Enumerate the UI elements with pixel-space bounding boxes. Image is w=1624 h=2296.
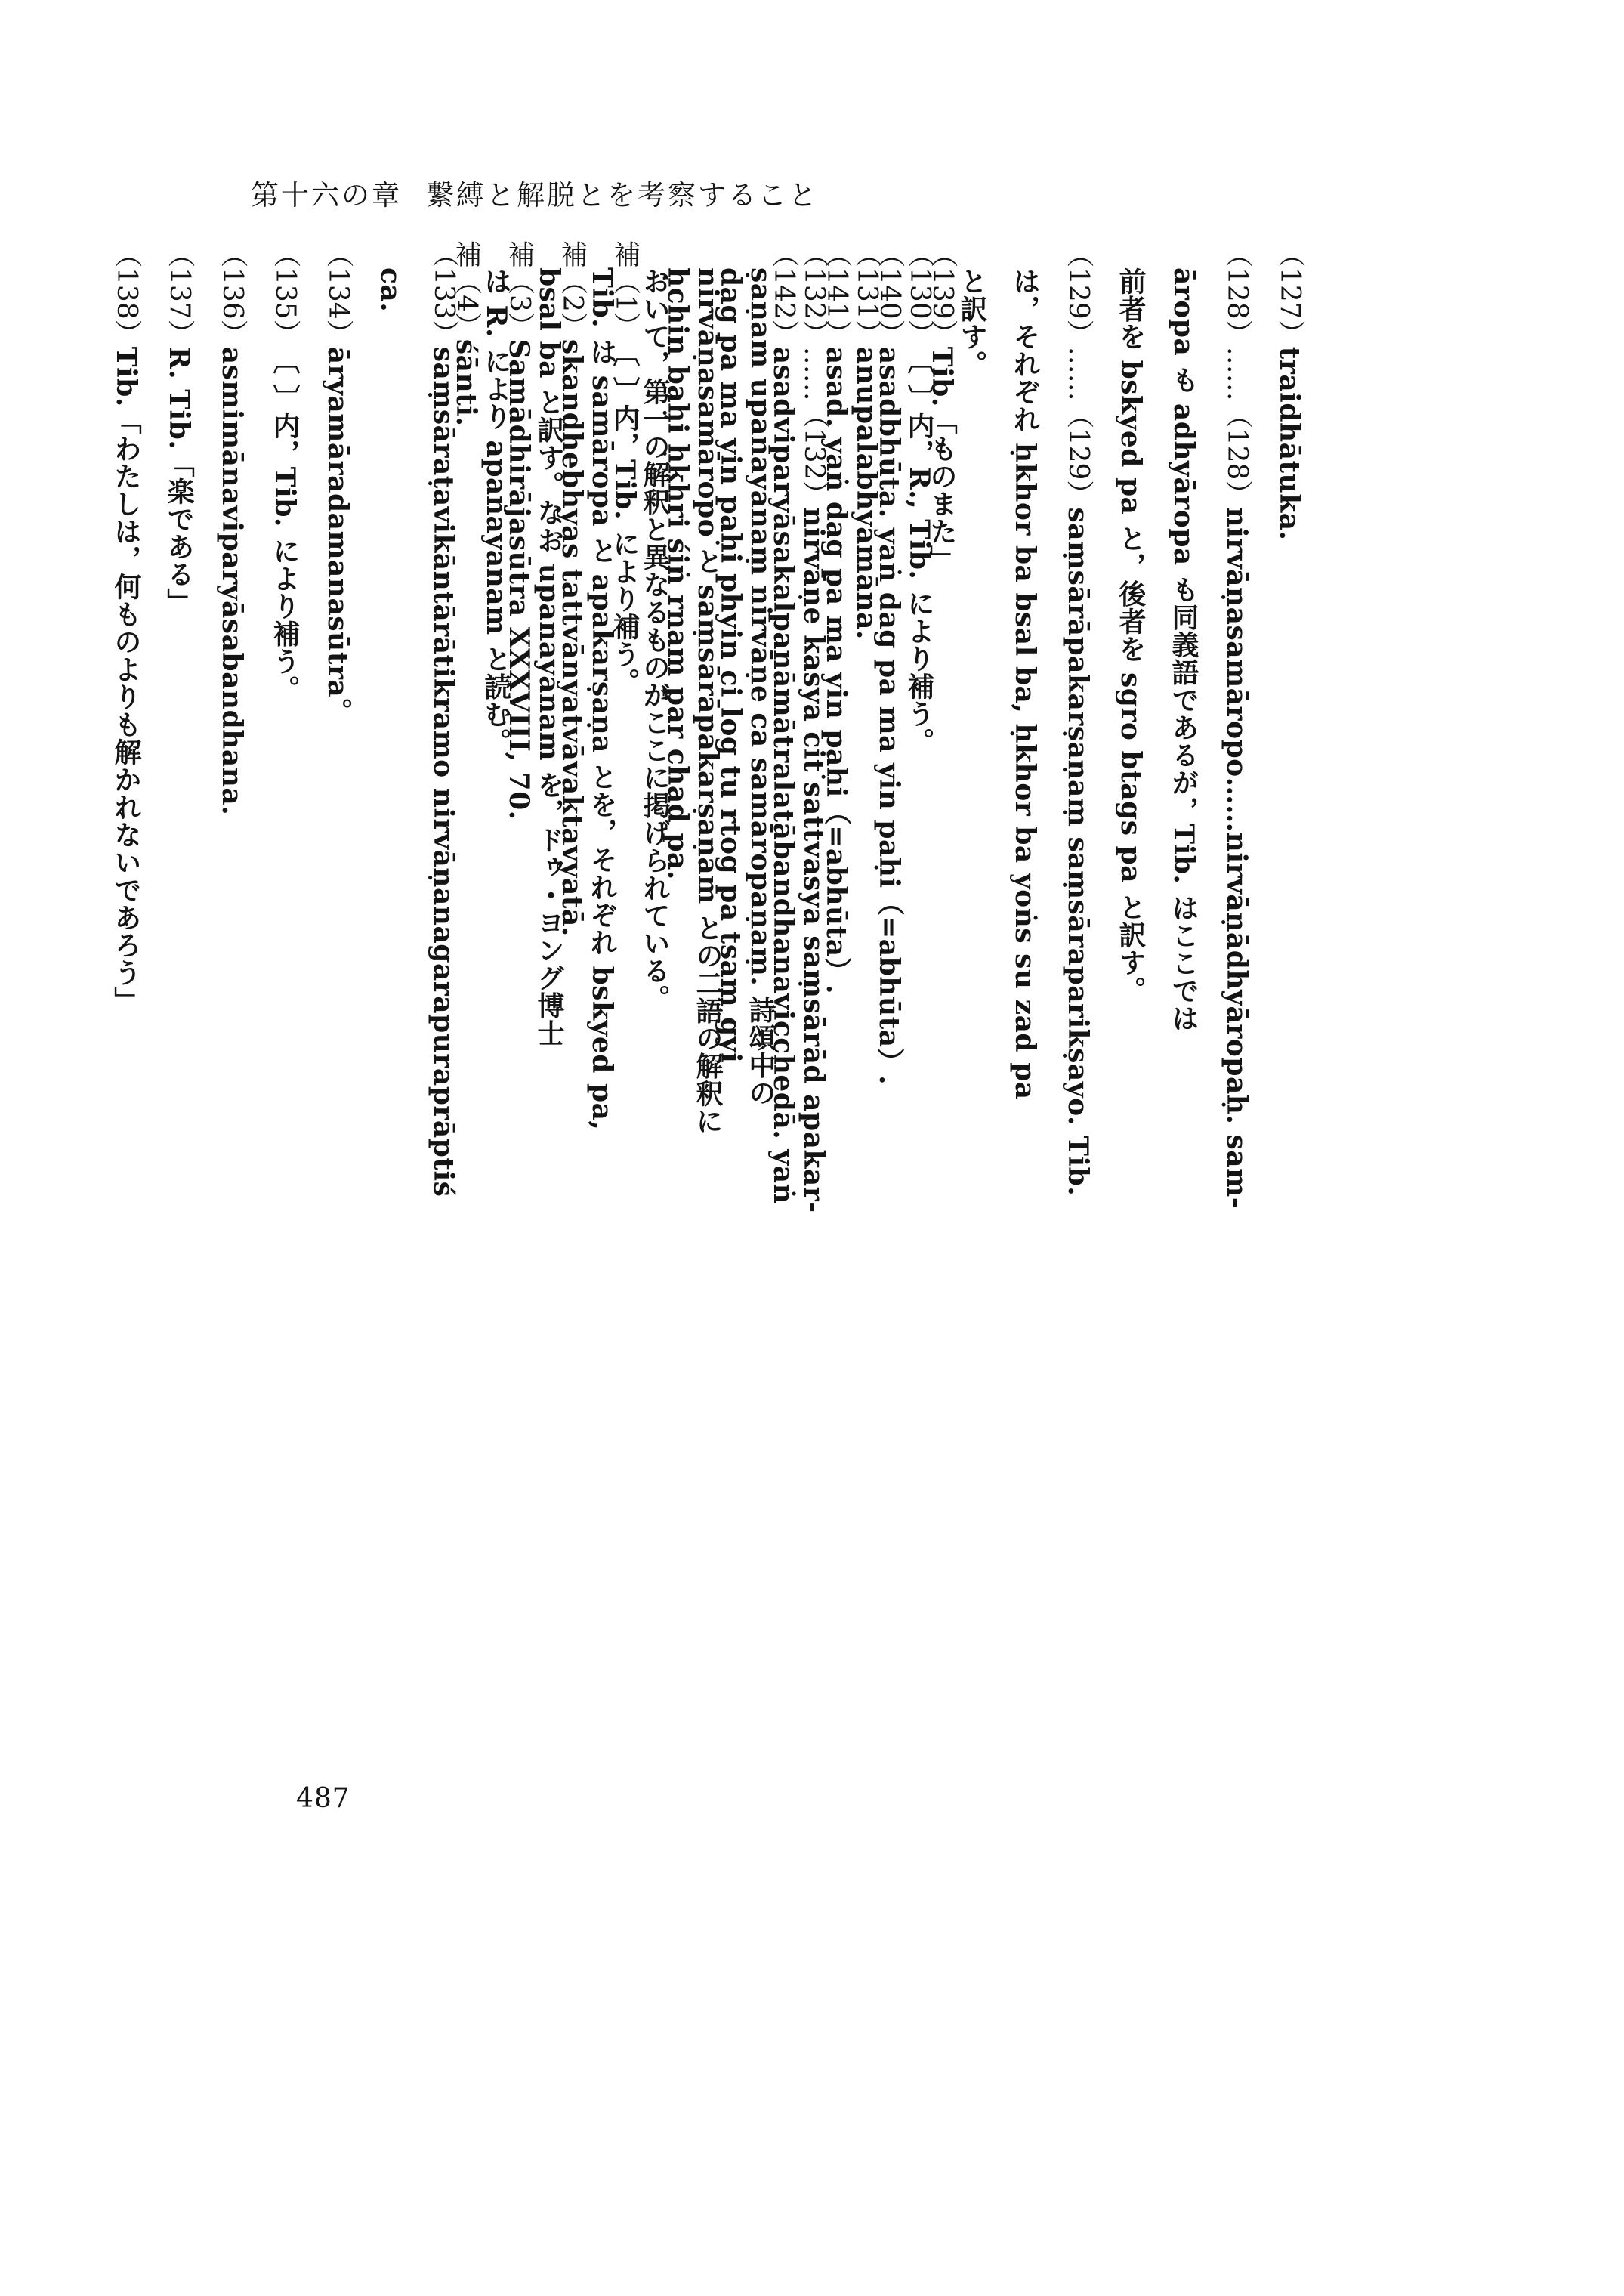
note-label: （127） <box>1274 240 1305 347</box>
note-text: Tib. は samāropa と apakarṣaṇa とを，それぞれ bskyed pa, <box>586 267 618 1131</box>
note-label: （142） <box>768 240 799 347</box>
note-text: āropa も adhyāropa も同義語であるが，Tib. はここでは <box>1168 267 1199 1032</box>
note-text: asad. yaṅ dag pa ma yin paḥi（=abhūta）. <box>820 346 852 995</box>
note-line <box>258 240 311 1162</box>
running-header <box>251 172 819 213</box>
chapter-label: 第十六の章 <box>251 179 402 212</box>
note-text: 前者を bskyed pa と，後者を sgro btags pa と訳す。 <box>1115 267 1147 1004</box>
note-line <box>810 240 863 1102</box>
note-text: Samādhirājasūtra XXXVIII, 70. <box>503 338 535 820</box>
note-label: （140） <box>874 240 905 347</box>
note-line <box>598 240 651 1102</box>
note-line <box>915 240 968 1102</box>
note-text: 〔 〕内，Tib. により補う。 <box>269 346 301 703</box>
note-label: （131） <box>851 240 882 347</box>
note-text: ca. <box>375 267 406 313</box>
note-text: 〔 〕内，Tib. により補う。 <box>609 338 641 696</box>
note-label: 補（2） <box>557 240 588 339</box>
note-text: asadviparyāsakalpanāmātralatābandhanavicchedā. yaṅ <box>767 346 799 1204</box>
note-label: （138） <box>111 240 142 347</box>
note-label: （139） <box>927 240 958 347</box>
note-line <box>364 240 417 1162</box>
note-line <box>205 240 258 1162</box>
note-text: āryamāradamanasūtra。 <box>322 346 354 725</box>
note-line <box>153 240 205 1162</box>
notes-column-b <box>440 240 968 1204</box>
note-text: ṣaṇam upanayanaṃ nirvāṇe ca samāropaṇaṃ. 詩頌中の <box>745 267 776 1107</box>
note-label: （133） <box>428 240 459 347</box>
note-text: saṃsārāpakarṣaṇaṃ saṃsāraparikṣayo. Tib. <box>1062 507 1094 1197</box>
note-text: bsal ba と訳す。なお upanayanam を，ドゥ・ヨング博士 <box>533 267 565 1047</box>
chapter-title: 繋縛と解脱とを考察すること <box>426 179 819 212</box>
note-text: nirvāṇasamāropo……nirvāṇādhyāropaḥ. sam- <box>1221 507 1252 1210</box>
note-text: は R. により apanayanam と読む。 <box>480 267 512 756</box>
note-label: （135） <box>270 240 301 347</box>
note-text: 〔 〕内，R., Tib. により補う。 <box>903 346 935 756</box>
note-line <box>757 240 810 1204</box>
note-line <box>1104 240 1157 1162</box>
page-number: 487 <box>296 1783 350 1814</box>
note-text: nirvāṇe kasya cit sattvasya saṃsārād apakar- <box>798 507 829 1213</box>
note-text: anupalabhyamāna. <box>851 346 882 640</box>
note-line <box>999 240 1051 1162</box>
note-label: （134） <box>323 240 354 347</box>
note-text: Tib.「ものまた」 <box>926 346 958 573</box>
note-label: （137） <box>164 240 195 347</box>
note-text: asadbhūta. yaṅ dag pa ma yin paḥi（=abhūta）. <box>873 346 905 1086</box>
note-line <box>545 240 598 1102</box>
note-text: asmimānaviparyāsabandhana. <box>216 346 248 816</box>
note-line <box>100 240 153 1162</box>
note-text: śānti. <box>450 338 482 427</box>
note-label: （141） <box>821 240 852 347</box>
note-text: saṃsāraṭavikāntārātikramo nirvāṇanagarapuraprāptiś <box>428 346 459 1197</box>
note-line <box>1263 240 1316 1162</box>
note-label: （130） <box>904 240 935 347</box>
note-line <box>311 240 364 1162</box>
note-text: R. Tib.「楽である」 <box>163 346 195 616</box>
note-text: nirvāṇasamāropo と saṃsārāpakarṣaṇam との二語の解釈に <box>692 267 724 1135</box>
note-label: 補（3） <box>504 240 535 339</box>
note-label: （136） <box>217 240 248 347</box>
note-line <box>1051 240 1104 1197</box>
note-text: おいて，第一の解釈と異なるものがここに掲げられている。 <box>639 267 671 1012</box>
note-text: dag pa ma yin paḥi phyin ci log tu rtog pa tsam gyi <box>715 267 746 1064</box>
note-text: Tib.「わたしは，何ものよりも解かれないであろう」 <box>110 346 142 1014</box>
note-text: ḥchin baḥi ḥkhri śiṅ rnam par chad pa. <box>662 267 693 880</box>
note-text: と訳す。 <box>956 267 988 378</box>
note-line <box>651 240 704 1102</box>
note-line <box>1157 240 1210 1162</box>
note-label: 補（1） <box>610 240 641 339</box>
note-label: （132）……（132） <box>798 240 829 508</box>
note-label: （128）……（128） <box>1221 240 1252 508</box>
note-line <box>863 240 915 1102</box>
note-text: は，それぞれ ḥkhor ba bsal ba, ḥkhor ba yoṅs su zad pa <box>1009 267 1041 1100</box>
note-line <box>492 240 545 1102</box>
note-label: （129）……（129） <box>1063 240 1094 508</box>
note-line <box>440 240 492 1102</box>
note-line <box>1210 240 1263 1210</box>
note-line <box>704 240 757 1102</box>
note-text: skandhebhyas tattvānyatvāvaktavyatā. <box>556 338 588 937</box>
note-label: 補（4） <box>451 240 482 339</box>
note-text: traidhātuka. <box>1274 346 1305 541</box>
